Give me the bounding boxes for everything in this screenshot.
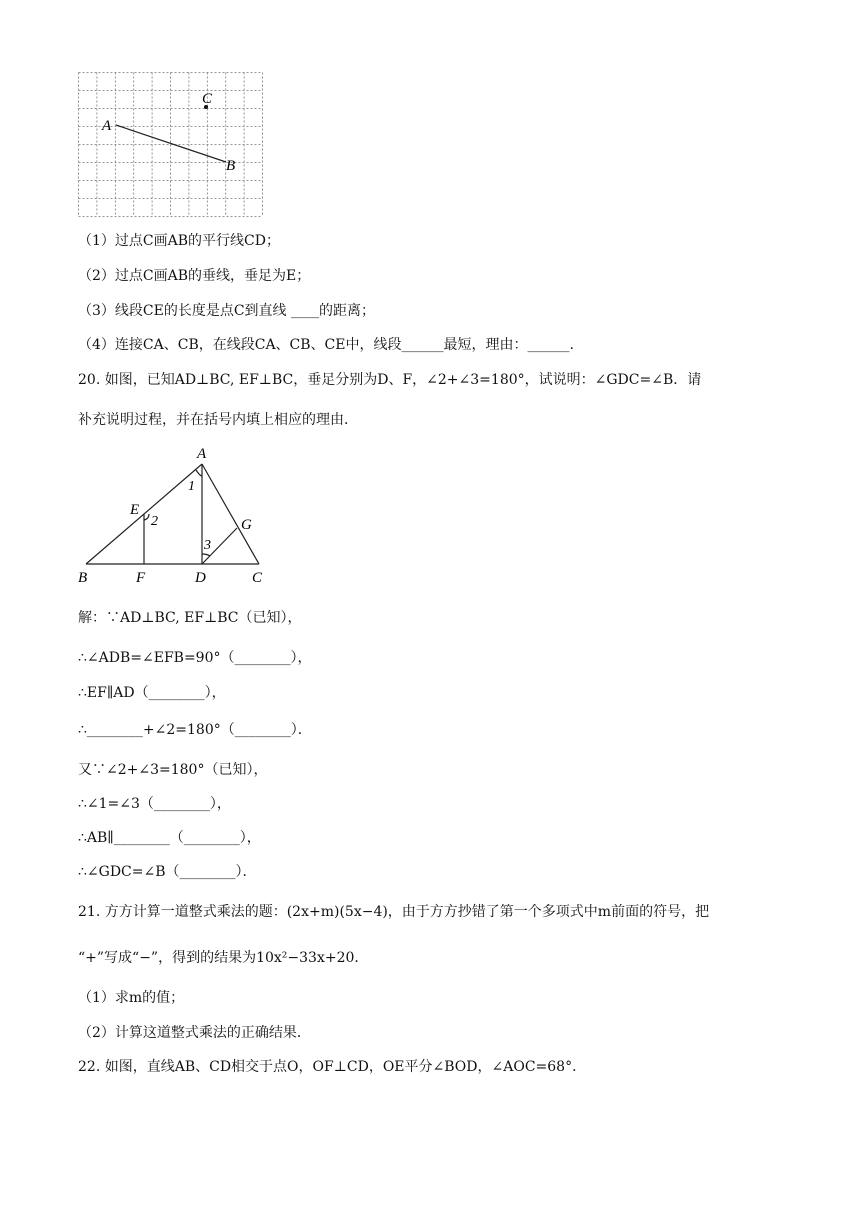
label-c: C [252, 570, 263, 586]
label-c: C [202, 91, 213, 107]
q20-stem-line-2: 补充说明过程，并在括号内填上相应的理由． [78, 412, 358, 428]
q20-step-7: ∴AB∥________（________）， [78, 830, 261, 846]
q20-stem-line-1: 20. 如图，已知AD⊥BC, EF⊥BC，垂足分别为D、F，∠2+∠3=180°，试说明：∠GDC=∠B．请 [78, 372, 702, 388]
label-b: B [78, 570, 88, 586]
label-angle-3: 3 [204, 538, 211, 553]
label-b: B [226, 158, 236, 174]
q20-step-8: ∴∠GDC=∠B（________）． [78, 864, 257, 880]
triangle-figure [76, 440, 276, 590]
angle-2-arc [144, 514, 149, 520]
angle-3-arc [202, 554, 210, 556]
q21-part-2: （2）计算这道整式乘法的正确结果． [78, 1025, 311, 1041]
q19-part-2: （2）过点C画AB的垂线，垂足为E； [78, 268, 311, 284]
q21-stem-line-1: 21. 方方计算一道整式乘法的题：(2x+m)(5x−4)，由于方方抄错了第一个多项式中m前面的符号，把 [78, 904, 710, 920]
label-angle-1: 1 [188, 479, 195, 494]
label-g: G [241, 517, 252, 533]
q22-stem: 22. 如图，直线AB、CD相交于点O，OF⊥CD，OE平分∠BOD，∠AOC=68°． [78, 1059, 587, 1075]
q20-step-3: ∴EF∥AD（________）， [78, 685, 226, 701]
q20-step-5: 又∵∠2+∠3=180°（已知）， [78, 762, 268, 778]
segment-ab [116, 125, 226, 162]
label-f: F [136, 570, 146, 586]
q21-part-1: （1）求m的值； [78, 990, 185, 1006]
q19-part-3: （3）线段CE的长度是点C到直线 ____的距离； [78, 303, 375, 319]
grid-figure [78, 72, 264, 218]
angle-1-arc [196, 470, 202, 476]
q19-part-4: （4）连接CA、CB，在线段CA、CB、CE中，线段______最短，理由：______. [78, 337, 574, 353]
q19-part-1: （1）过点C画AB的平行线CD； [78, 233, 280, 249]
label-angle-2: 2 [151, 514, 158, 529]
label-d: D [195, 570, 206, 586]
q20-step-1: 解：∵AD⊥BC, EF⊥BC（已知）， [78, 610, 302, 626]
q20-step-4: ∴________+∠2=180°（________）． [78, 722, 312, 738]
q20-step-6: ∴∠1=∠3（________）， [78, 796, 231, 812]
q21-stem-line-2: “+”写成“−”，得到的结果为10x²−33x+20． [78, 950, 369, 966]
label-a: A [102, 118, 112, 134]
label-e: E [130, 502, 140, 518]
q20-step-2: ∴∠ADB=∠EFB=90°（________）， [78, 650, 312, 666]
label-a: A [197, 446, 207, 462]
